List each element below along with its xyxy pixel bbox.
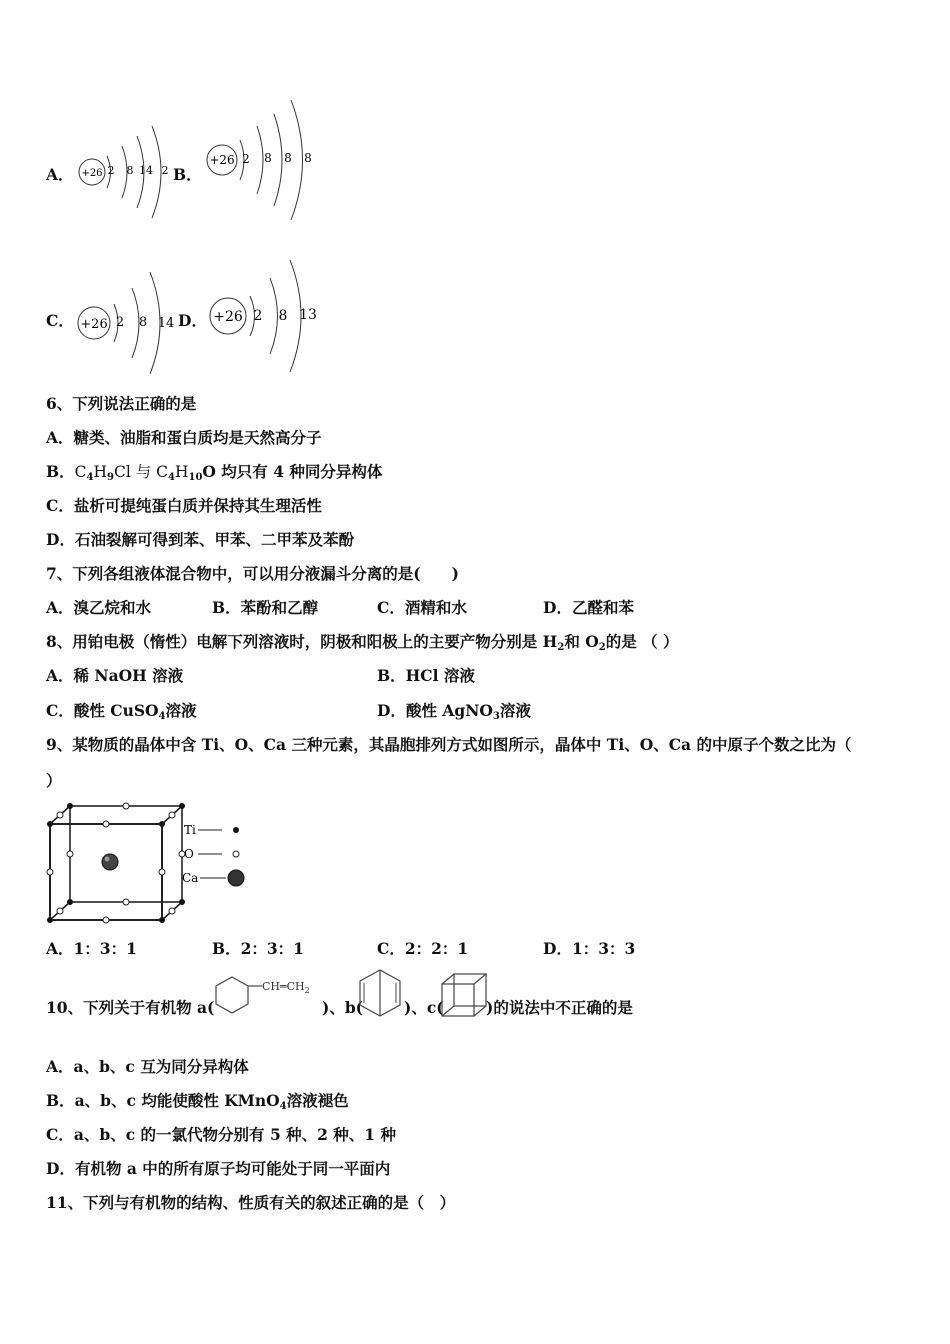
q6-option-b: B．$C_4H_9Cl$ 与 $C_4H_{10}O$ 均只有 4 种同分异构体 bbox=[46, 462, 383, 483]
q7-option-a: A．溴乙烷和水 bbox=[46, 598, 152, 617]
q10-option-a: A．a、b、c 互为同分异构体 bbox=[46, 1057, 249, 1076]
q7-stem: 7、下列各组液体混合物中，可以用分液漏斗分离的是( ) bbox=[46, 564, 459, 583]
q6-option-a: A．糖类、油脂和蛋白质均是天然高分子 bbox=[46, 428, 322, 447]
svg-text:8: 8 bbox=[304, 151, 312, 165]
option-d-label: D． bbox=[178, 311, 207, 330]
q8-stem: 8、用铂电极（惰性）电解下列溶液时，阴极和阳极上的主要产物分别是 $H_2$和 $O_2$的是 （ ） bbox=[46, 632, 679, 653]
atom-diagram-d bbox=[206, 256, 326, 376]
q10-option-c: C．a、b、c 的一氯代物分别有 5 种、2 种、1 种 bbox=[46, 1125, 396, 1144]
svg-text:8: 8 bbox=[138, 315, 148, 330]
atom-diagram-b bbox=[202, 96, 322, 226]
q9-option-b: B．2：3：1 bbox=[212, 939, 304, 958]
vinyl-group-label: $CH═CH_2$ bbox=[262, 980, 310, 995]
q6-option-d: D．石油裂解可得到苯、甲苯、二甲苯及苯酚 bbox=[46, 530, 354, 549]
q8-option-c: C．酸性 CuSO$_4$溶液 bbox=[46, 701, 197, 722]
nucleus-charge: +26 bbox=[81, 168, 103, 179]
svg-text:8: 8 bbox=[284, 151, 292, 165]
crystal-cell-diagram bbox=[44, 800, 254, 930]
svg-text:+26: +26 bbox=[80, 317, 108, 332]
q11-stem: 11、下列与有机物的结构、性质有关的叙述正确的是（ ） bbox=[46, 1193, 456, 1212]
legend-ti-label: Ti bbox=[184, 823, 196, 837]
svg-text:+26: +26 bbox=[213, 309, 243, 325]
q7-option-d: D．乙醛和苯 bbox=[543, 598, 634, 617]
ca-atom bbox=[102, 854, 118, 870]
q10-option-b: B．a、b、c 均能使酸性 KMnO$_4$溶液褪色 bbox=[46, 1091, 349, 1112]
q10-stem-part2: )、b( bbox=[322, 998, 364, 1017]
q10-option-d: D．有机物 a 中的所有原子均可能处于同一平面内 bbox=[46, 1159, 391, 1178]
q6-option-c: C．盐析可提纯蛋白质并保持其生理活性 bbox=[46, 496, 322, 515]
legend-ca-dot bbox=[228, 870, 244, 886]
legend-ti-dot bbox=[233, 827, 239, 833]
q9-option-c: C．2：2：1 bbox=[377, 939, 469, 958]
option-a-label: A． bbox=[46, 165, 74, 184]
q9-stem-line1: 9、某物质的晶体中含 Ti、O、Ca 三种元素，其晶胞排列方式如图所示，晶体中 Ti、O、Ca 的中原子个数之比为（ bbox=[46, 735, 852, 754]
svg-text:2: 2 bbox=[115, 315, 125, 330]
svg-text:8: 8 bbox=[264, 151, 272, 165]
q8-option-b: B．HCl 溶液 bbox=[377, 666, 475, 685]
q10-stem-part1: 10、下列关于有机物 a( bbox=[46, 998, 215, 1017]
legend-o-label: O bbox=[184, 847, 194, 861]
q8-option-a: A．稀 NaOH 溶液 bbox=[46, 666, 184, 685]
option-c-label: C． bbox=[46, 311, 74, 330]
svg-text:14: 14 bbox=[157, 316, 175, 331]
q7-option-c: C．酒精和水 bbox=[377, 598, 467, 617]
q7-option-b: B．苯酚和乙醇 bbox=[212, 598, 319, 617]
legend-ca-label: Ca bbox=[182, 871, 199, 885]
svg-text:2: 2 bbox=[161, 164, 169, 177]
cubane-structure bbox=[438, 970, 490, 1022]
svg-text:2: 2 bbox=[107, 164, 115, 177]
option-b-label: B． bbox=[173, 165, 202, 184]
q9-option-a: A．1：3：1 bbox=[46, 939, 137, 958]
q10-stem-part4: )的说法中不正确的是 bbox=[486, 998, 633, 1017]
svg-text:8: 8 bbox=[278, 308, 288, 324]
q6-stem: 6、下列说法正确的是 bbox=[46, 394, 197, 413]
dewar-benzene-structure bbox=[356, 966, 406, 1022]
legend-o-dot bbox=[233, 851, 239, 857]
atom-diagram-c bbox=[74, 266, 184, 381]
q9-stem-line2: ） bbox=[46, 771, 62, 790]
svg-text:14: 14 bbox=[139, 164, 153, 177]
svg-text:2: 2 bbox=[253, 308, 263, 324]
q8-option-d: D．酸性 AgNO$_3$溶液 bbox=[377, 701, 531, 722]
styrene-structure bbox=[212, 972, 324, 1022]
q10-stem-part3: )、c( bbox=[404, 998, 444, 1017]
svg-text:2: 2 bbox=[242, 152, 250, 166]
svg-text:13: 13 bbox=[299, 307, 317, 323]
svg-text:+26: +26 bbox=[209, 153, 235, 167]
q9-option-d: D．1：3：3 bbox=[543, 939, 636, 958]
svg-text:8: 8 bbox=[126, 164, 134, 177]
atom-diagram-a bbox=[74, 118, 174, 228]
